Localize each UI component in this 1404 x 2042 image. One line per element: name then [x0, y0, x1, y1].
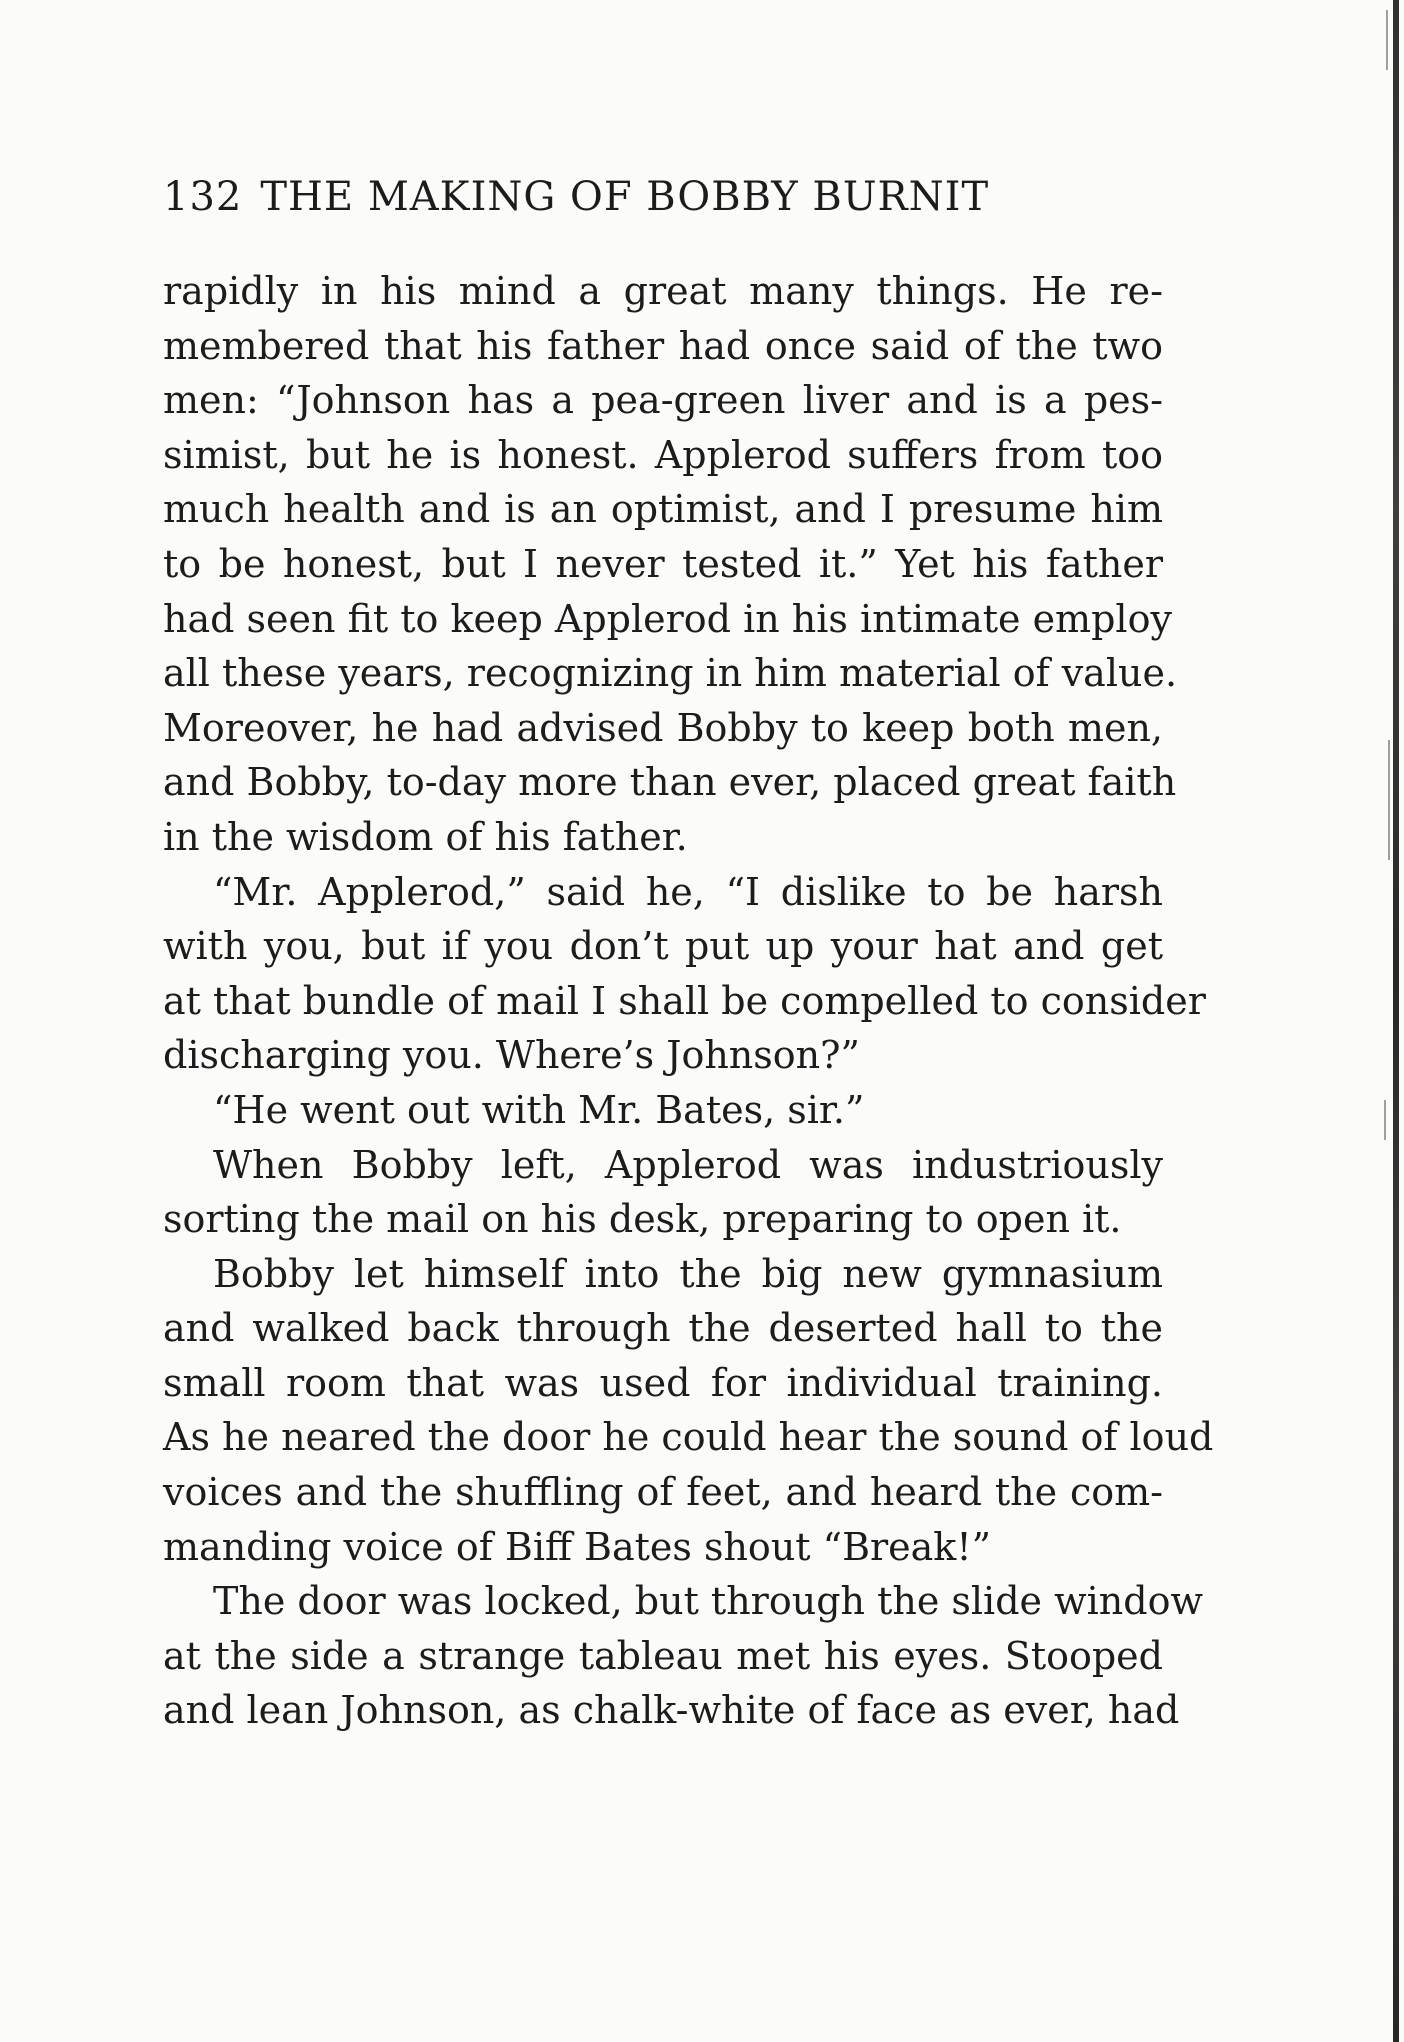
text-line-1: rapidly in his mind a great many things. He re- — [163, 269, 1163, 313]
text-line-3: men: “Johnson has a pea-green liver and is a pes- — [163, 378, 1163, 423]
book-spine-edge — [1378, 0, 1404, 2042]
text-line-2: membered that his father had once said of the two — [163, 323, 1163, 368]
text-line-26: at the side a strange tableau met his eyes. Stooped — [163, 1633, 1163, 1678]
text-line-22: As he neared the door he could hear the sound of loud — [163, 1415, 1214, 1460]
text-line-7: had seen fit to keep Applerod in his intimate employ — [163, 596, 1172, 641]
text-line-24: manding voice of Biff Bates shout “Break!” — [163, 1524, 992, 1569]
running-header — [163, 172, 989, 222]
spine-shadow — [1393, 0, 1399, 2042]
text-line-25: The door was locked, but through the slide window — [213, 1579, 1203, 1624]
spine-speck — [1386, 10, 1388, 70]
page-number: 132 — [163, 174, 243, 220]
text-line-6: to be honest, but I never tested it.” Yet his father — [163, 541, 1163, 586]
text-line-4: simist, but he is honest. Applerod suffers from too — [163, 432, 1163, 477]
text-line-17: When Bobby left, Applerod was industriously — [213, 1142, 1163, 1187]
text-line-23: voices and the shuffling of feet, and heard the com- — [163, 1470, 1163, 1515]
body-text — [163, 264, 1214, 1738]
text-line-16: “He went out with Mr. Bates, sir.” — [213, 1087, 865, 1132]
running-title: THE MAKING OF BOBBY BURNIT — [260, 174, 990, 220]
text-line-8: all these years, recognizing in him material of value. — [163, 651, 1178, 696]
text-line-15: discharging you. Where’s Johnson?” — [163, 1033, 860, 1078]
spine-speck — [1388, 740, 1390, 860]
text-line-9: Moreover, he had advised Bobby to keep both men, — [163, 705, 1163, 750]
text-line-5: much health and is an optimist, and I presume him — [163, 487, 1163, 532]
spine-speck — [1384, 1100, 1386, 1140]
text-line-19: Bobby let himself into the big new gymnasium — [213, 1251, 1163, 1296]
text-line-27: and lean Johnson, as chalk-white of face as ever, had — [163, 1688, 1180, 1733]
text-line-12: “Mr. Applerod,” said he, “I dislike to be harsh — [213, 869, 1163, 914]
text-line-11: in the wisdom of his father. — [163, 814, 688, 859]
text-line-13: with you, but if you don’t put up your hat and get — [163, 924, 1163, 969]
text-line-20: and walked back through the deserted hall to the — [163, 1306, 1163, 1351]
text-line-21: small room that was used for individual training. — [163, 1360, 1163, 1405]
text-line-18: sorting the mail on his desk, preparing to open it. — [163, 1197, 1122, 1242]
text-line-10: and Bobby, to-day more than ever, placed great faith — [163, 760, 1177, 805]
text-line-14: at that bundle of mail I shall be compelled to consider — [163, 978, 1206, 1023]
